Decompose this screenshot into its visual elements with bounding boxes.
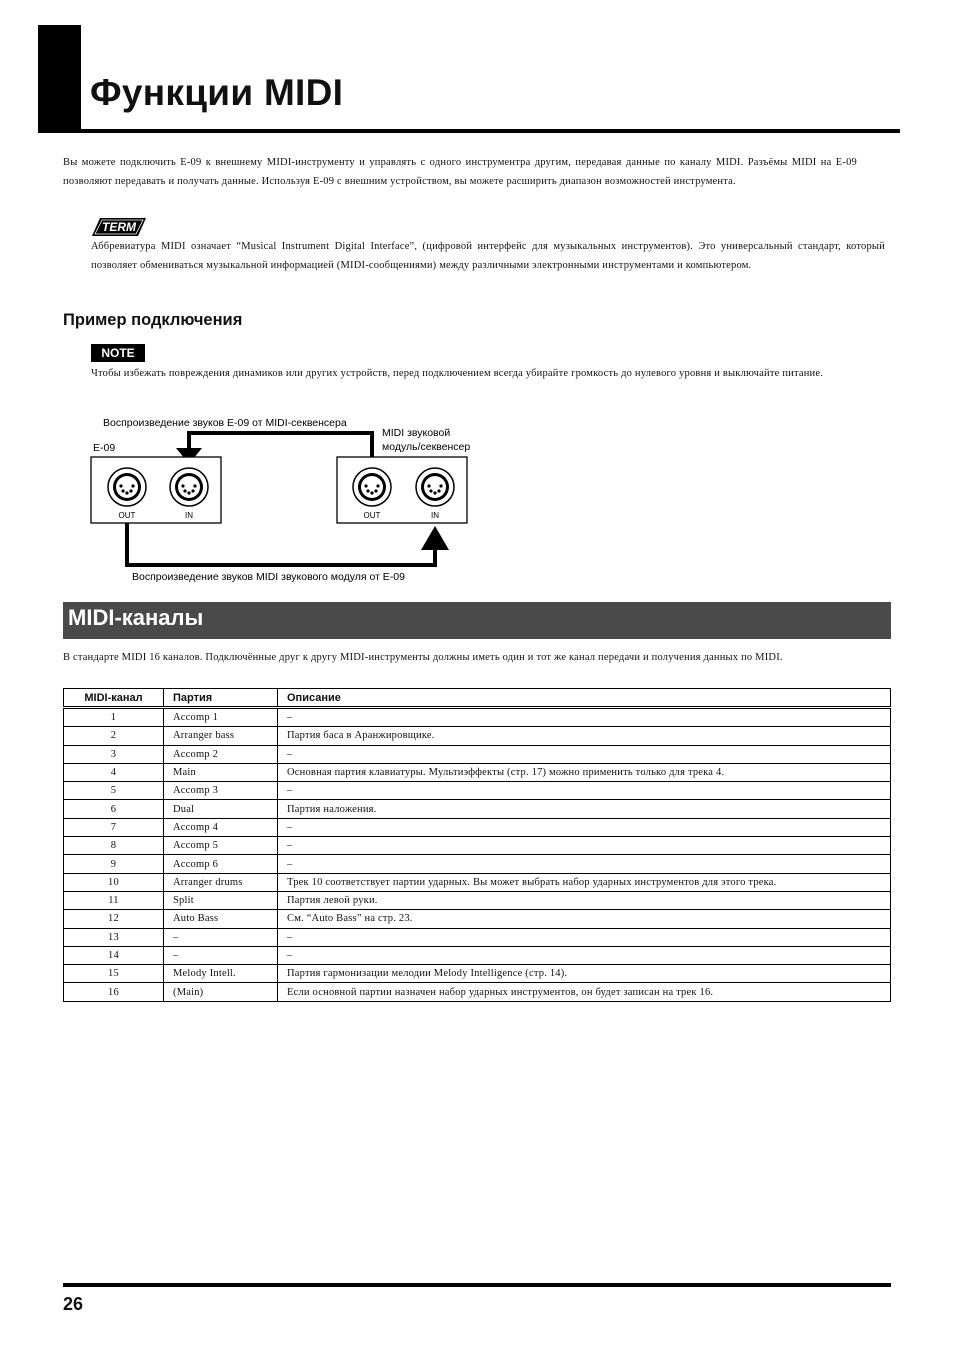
section-heading-midi-channels: MIDI-каналы [68,605,204,630]
description-cell: – [278,928,891,946]
part-cell: Accomp 2 [164,745,278,763]
module-in-label: IN [431,511,439,520]
e09-out-label: OUT [118,511,136,520]
part-cell: Accomp 6 [164,855,278,873]
description-cell: Партия левой руки. [278,891,891,909]
note-badge [91,344,145,362]
part-cell: Split [164,891,278,909]
bottom-midi-cable [127,522,435,565]
channel-cell: 5 [64,782,164,800]
e09-out-jack-icon [108,468,146,506]
channel-cell: 2 [64,727,164,745]
channel-cell: 4 [64,763,164,781]
diagram-e09-label: E-09 [93,442,116,454]
channel-cell: 11 [64,891,164,909]
description-cell: – [278,782,891,800]
part-cell: Accomp 5 [164,837,278,855]
description-cell: – [278,855,891,873]
channel-cell: 8 [64,837,164,855]
description-cell: – [278,837,891,855]
note-text: Чтобы избежать повреждения динамиков или других устройств, перед подключением всегда убирайте громкость до нулевого уровня и выключайте питание. [91,368,824,379]
channel-cell: 16 [64,983,164,1001]
e09-in-jack-icon [170,468,208,506]
module-in-jack-icon [416,468,454,506]
channels-intro-paragraph: В стандарте MIDI 16 каналов. Подключённые друг к другу MIDI-инструменты должны иметь один и тот же канал передачи и получения данных по MIDI. [63,652,783,663]
title-rule [81,129,900,133]
channel-cell: 9 [64,855,164,873]
part-cell: Accomp 1 [164,708,278,727]
diagram-module-label-line2: модуль/секвенсер [382,441,471,453]
part-cell: Accomp 4 [164,818,278,836]
diagram-module-label-line1: MIDI звуковой [382,427,451,439]
header-midi-channel: MIDI-канал [64,689,164,708]
term-definition: Аббревиатура MIDI означает “Musical Instrument Digital Interface”, (цифровой интерфейс для музыкальных инструментов). Это универсальный стандарт, который позволяет обмениваться музыкальной информацией (MIDI-сообщениями) между различными электронными инструментами и компьютером. [91,241,885,271]
part-cell: (Main) [164,983,278,1001]
channel-cell: 1 [64,708,164,727]
e09-in-label: IN [185,511,193,520]
channel-cell: 7 [64,818,164,836]
table-row [64,745,891,763]
footer-rule [63,1283,891,1287]
term-badge [92,218,146,236]
header-part: Партия [164,689,278,708]
description-cell: Трек 10 соответствует партии ударных. Вы может выбрать набор ударных инструментов для этого трека. [278,873,891,891]
term-badge-label: TERM [102,220,136,234]
connection-diagram [85,410,505,588]
channel-cell: 14 [64,946,164,964]
note-badge-label: NOTE [101,346,135,360]
table-row [64,818,891,836]
table-row [64,708,891,727]
table-row [64,965,891,983]
description-cell: Партия гармонизации мелодии Melody Intelligence (стр. 14). [278,965,891,983]
description-cell: Основная партия клавиатуры. Мультиэффекты (стр. 17) можно применить только для трека 4. [278,763,891,781]
table-row [64,800,891,818]
module-out-jack-icon [353,468,391,506]
description-cell: Партия наложения. [278,800,891,818]
table-row [64,837,891,855]
table-row [64,946,891,964]
table-header-row [64,689,891,708]
description-cell: – [278,818,891,836]
table-row [64,855,891,873]
description-cell: Партия баса в Аранжировщике. [278,727,891,745]
description-cell: Если основной партии назначен набор ударных инструментов, он будет записан на трек 16. [278,983,891,1001]
title-black-block [38,25,81,133]
part-cell: Arranger drums [164,873,278,891]
part-cell: – [164,928,278,946]
table-row [64,910,891,928]
page-title: Функции MIDI [90,72,344,113]
part-cell: Auto Bass [164,910,278,928]
channel-cell: 15 [64,965,164,983]
table-row [64,727,891,745]
midi-channel-table [63,688,891,1002]
header-description: Описание [278,689,891,708]
channel-cell: 3 [64,745,164,763]
part-cell: Accomp 3 [164,782,278,800]
description-cell: – [278,946,891,964]
part-cell: Arranger bass [164,727,278,745]
table-row [64,782,891,800]
part-cell: – [164,946,278,964]
page-number: 26 [63,1294,84,1314]
diagram-top-caption: Воспроизведение звуков E-09 от MIDI-секвенсера [103,417,347,429]
part-cell: Dual [164,800,278,818]
table-row [64,891,891,909]
bottom-arrow-head [421,526,449,550]
description-cell: См. “Auto Bass” на стр. 23. [278,910,891,928]
table-row [64,873,891,891]
channel-cell: 12 [64,910,164,928]
table-row [64,928,891,946]
channel-cell: 6 [64,800,164,818]
part-cell: Melody Intell. [164,965,278,983]
channel-cell: 13 [64,928,164,946]
intro-paragraph: Вы можете подключить E-09 к внешнему MIDI-инструменту и управлять с одного инструментра другим, передавая данные по каналу MIDI. Разъёмы MIDI на E-09 позволяют передавать и получать данные. Используя E-09 с внешним устройством, вы можете расширить диапазон возможностей инструмента. [63,157,857,187]
table-row [64,983,891,1001]
part-cell: Main [164,763,278,781]
table-row [64,763,891,781]
description-cell: – [278,745,891,763]
channel-cell: 10 [64,873,164,891]
description-cell: – [278,708,891,727]
section-heading-connection-example: Пример подключения [63,311,243,329]
diagram-bottom-caption: Воспроизведение звуков MIDI звукового модуля от E-09 [132,571,405,583]
module-out-label: OUT [363,511,381,520]
